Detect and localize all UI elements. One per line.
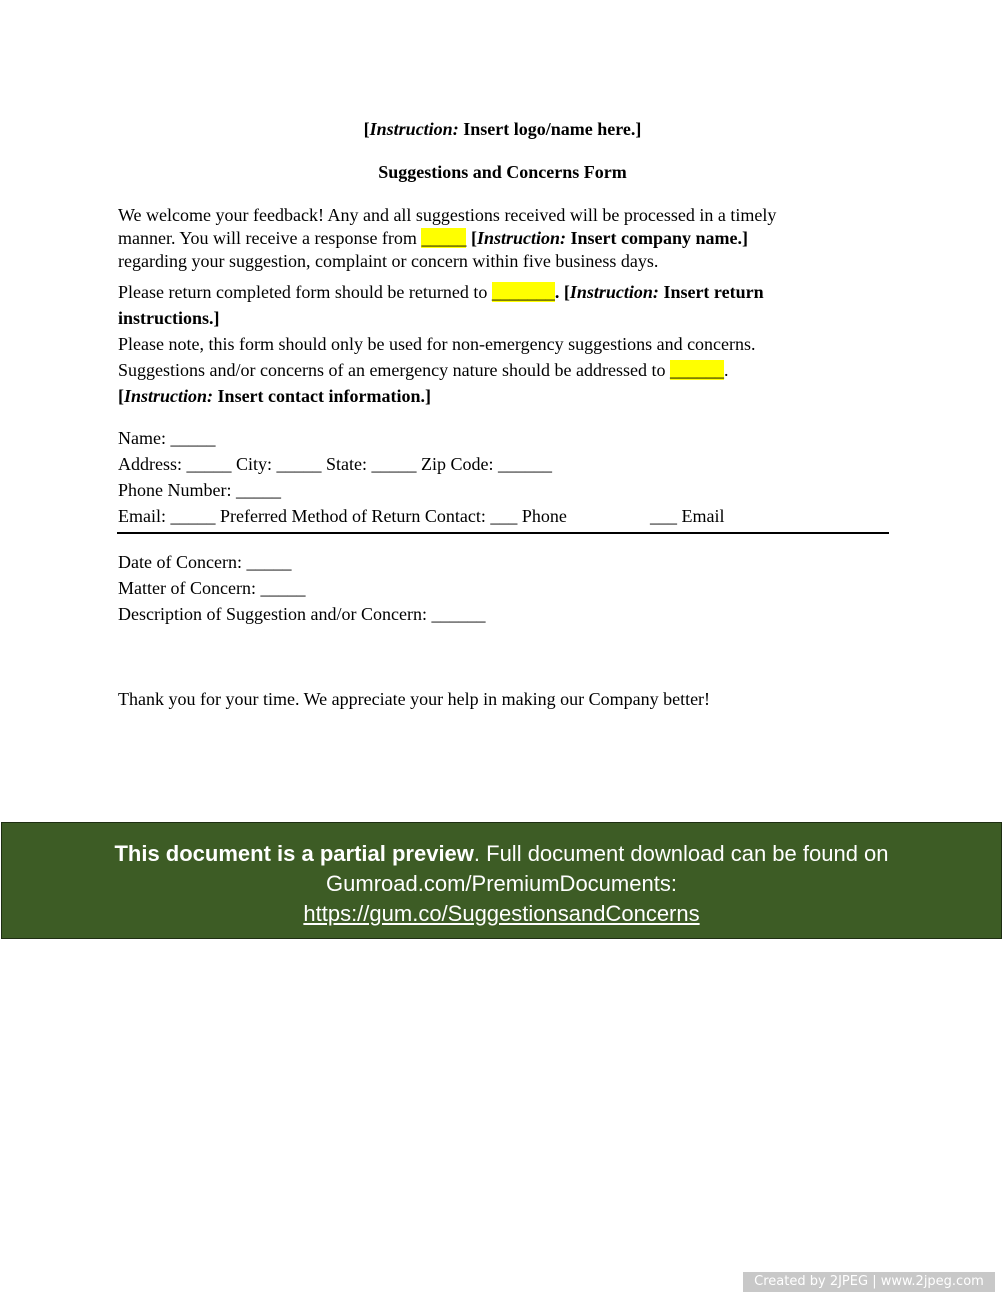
company-name-blank[interactable]: _____ bbox=[421, 228, 467, 248]
closing-text: Thank you for your time. We appreciate your help in making our Company better! bbox=[118, 689, 711, 709]
intro-line-1: We welcome your feedback! Any and all suggestions received will be processed in a timely bbox=[118, 205, 777, 225]
note-line-3: [Instruction: Insert contact information.] bbox=[118, 386, 432, 406]
address-field[interactable]: Address: _____ City: _____ State: _____ Zip Code: ______ bbox=[118, 454, 552, 474]
section-divider bbox=[117, 532, 889, 534]
banner-line-2: Gumroad.com/PremiumDocuments: bbox=[326, 871, 677, 896]
banner-line-1: This document is a partial preview. Full document download can be found on bbox=[114, 841, 889, 866]
matter-field[interactable]: Matter of Concern: _____ bbox=[118, 578, 306, 598]
return-line-1: Please return completed form should be returned to _______. [Instruction: Insert return bbox=[118, 282, 764, 302]
phone-field[interactable]: Phone Number: _____ bbox=[118, 480, 281, 500]
page-title: Suggestions and Concerns Form bbox=[378, 162, 627, 182]
download-link[interactable]: https://gum.co/SuggestionsandConcerns bbox=[303, 901, 700, 926]
banner-line-3 bbox=[2, 899, 1001, 929]
watermark: Created by 2JPEG | www.2jpeg.com bbox=[743, 1272, 995, 1292]
email-field[interactable]: Email: _____ Preferred Method of Return Contact: ___ Phone bbox=[118, 506, 567, 526]
return-line-2: instructions.] bbox=[118, 308, 220, 328]
note-line-1: Please note, this form should only be used for non-emergency suggestions and concerns. bbox=[118, 334, 756, 354]
date-field[interactable]: Date of Concern: _____ bbox=[118, 552, 292, 572]
emergency-contact-blank[interactable]: ______ bbox=[670, 360, 725, 380]
name-field[interactable]: Name: _____ bbox=[118, 428, 216, 448]
email-option[interactable]: ___ Email bbox=[650, 506, 725, 526]
preview-banner bbox=[1, 822, 1002, 939]
logo-instruction: [Instruction: Insert logo/name here.] bbox=[363, 119, 642, 139]
intro-line-3: regarding your suggestion, complaint or concern within five business days. bbox=[118, 251, 659, 271]
note-line-2: Suggestions and/or concerns of an emergency nature should be addressed to ______. bbox=[118, 360, 729, 380]
intro-line-2: manner. You will receive a response from _____ [Instruction: Insert company name.] bbox=[118, 228, 748, 248]
return-blank[interactable]: _______ bbox=[491, 282, 555, 302]
description-field[interactable]: Description of Suggestion and/or Concern: ______ bbox=[118, 604, 486, 624]
